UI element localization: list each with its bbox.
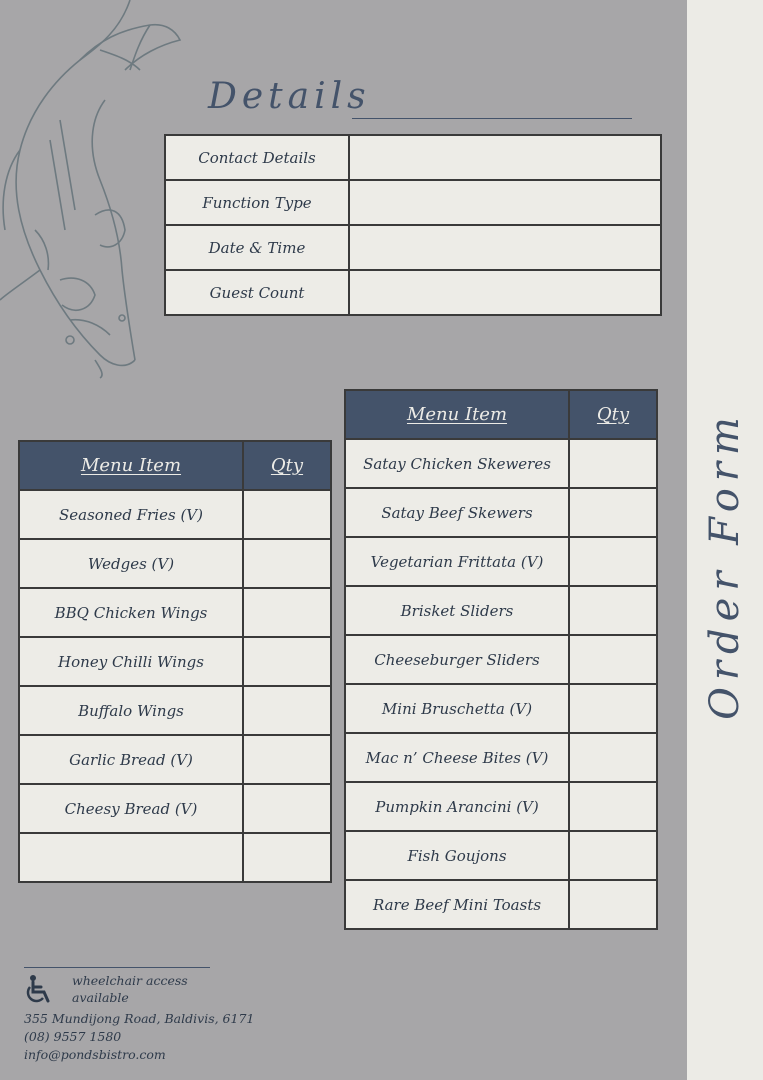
details-label-date-time: Date & Time	[165, 225, 349, 270]
details-value-guest-count[interactable]	[349, 270, 661, 315]
table-row	[345, 537, 657, 586]
qty-cell[interactable]	[569, 586, 657, 635]
table-row	[165, 135, 661, 180]
menu-item-name: BBQ Chicken Wings	[19, 588, 243, 637]
details-table	[164, 134, 662, 316]
table-row	[345, 782, 657, 831]
qty-cell[interactable]	[243, 784, 331, 833]
table-row	[19, 588, 331, 637]
menu-table-left	[18, 440, 332, 883]
details-value-function-type[interactable]	[349, 180, 661, 225]
menu-item-name: Satay Beef Skewers	[345, 488, 569, 537]
qty-cell[interactable]	[569, 537, 657, 586]
menu-item-name: Vegetarian Frittata (V)	[345, 537, 569, 586]
menu-item-name: Satay Chicken Skeweres	[345, 439, 569, 488]
table-row	[19, 539, 331, 588]
details-label-contact: Contact Details	[165, 135, 349, 180]
details-label-function-type: Function Type	[165, 180, 349, 225]
qty-cell[interactable]	[569, 635, 657, 684]
table-row	[19, 637, 331, 686]
qty-cell[interactable]	[569, 733, 657, 782]
table-row	[345, 733, 657, 782]
table-row	[345, 586, 657, 635]
table-row	[165, 180, 661, 225]
menu-item-name: Pumpkin Arancini (V)	[345, 782, 569, 831]
table-row	[19, 833, 331, 882]
footer-divider	[24, 967, 210, 968]
qty-header: Qty	[569, 390, 657, 439]
menu-table-right	[344, 389, 658, 930]
table-row	[345, 488, 657, 537]
qty-cell[interactable]	[243, 539, 331, 588]
qty-cell[interactable]	[569, 439, 657, 488]
wheelchair-icon	[24, 974, 56, 1006]
table-header-row	[19, 441, 331, 490]
qty-cell[interactable]	[569, 782, 657, 831]
menu-item-name: Garlic Bread (V)	[19, 735, 243, 784]
menu-item-name: Wedges (V)	[19, 539, 243, 588]
menu-item-header: Menu Item	[345, 390, 569, 439]
qty-cell[interactable]	[569, 880, 657, 929]
table-row	[165, 270, 661, 315]
details-underline	[352, 118, 632, 119]
qty-cell[interactable]	[569, 831, 657, 880]
details-heading: Details	[208, 76, 371, 117]
table-header-row	[345, 390, 657, 439]
details-label-guest-count: Guest Count	[165, 270, 349, 315]
access-note	[72, 972, 188, 1006]
email-link[interactable]: info@pondsbistro.com	[24, 1047, 166, 1062]
access-line-2: available	[72, 990, 129, 1005]
qty-header: Qty	[243, 441, 331, 490]
order-form-title: Order Form	[702, 410, 748, 720]
menu-item-name: Mac n’ Cheese Bites (V)	[345, 733, 569, 782]
details-value-date-time[interactable]	[349, 225, 661, 270]
menu-item-name: Honey Chilli Wings	[19, 637, 243, 686]
qty-cell[interactable]	[569, 684, 657, 733]
menu-item-name: Fish Goujons	[345, 831, 569, 880]
qty-cell[interactable]	[243, 490, 331, 539]
phone-text: (08) 9557 1580	[24, 1029, 122, 1044]
menu-item-name: Cheeseburger Sliders	[345, 635, 569, 684]
menu-item-name: Rare Beef Mini Toasts	[345, 880, 569, 929]
address-text: 355 Mundijong Road, Baldivis, 6171	[24, 1011, 255, 1026]
table-row	[345, 880, 657, 929]
table-row	[345, 831, 657, 880]
qty-cell[interactable]	[243, 735, 331, 784]
table-row	[19, 784, 331, 833]
table-row	[345, 635, 657, 684]
menu-item-name: Mini Bruschetta (V)	[345, 684, 569, 733]
menu-item-name: Seasoned Fries (V)	[19, 490, 243, 539]
qty-cell[interactable]	[243, 833, 331, 882]
table-row	[165, 225, 661, 270]
menu-item-name[interactable]	[19, 833, 243, 882]
table-row	[345, 684, 657, 733]
table-row	[19, 735, 331, 784]
menu-item-name: Brisket Sliders	[345, 586, 569, 635]
qty-cell[interactable]	[243, 686, 331, 735]
table-row	[19, 490, 331, 539]
access-line-1: wheelchair access	[72, 973, 188, 988]
qty-cell[interactable]	[243, 637, 331, 686]
table-row	[19, 686, 331, 735]
menu-item-header: Menu Item	[19, 441, 243, 490]
koi-fish-illustration	[0, 0, 190, 380]
table-row	[345, 439, 657, 488]
qty-cell[interactable]	[569, 488, 657, 537]
details-value-contact[interactable]	[349, 135, 661, 180]
menu-item-name: Cheesy Bread (V)	[19, 784, 243, 833]
menu-item-name: Buffalo Wings	[19, 686, 243, 735]
qty-cell[interactable]	[243, 588, 331, 637]
